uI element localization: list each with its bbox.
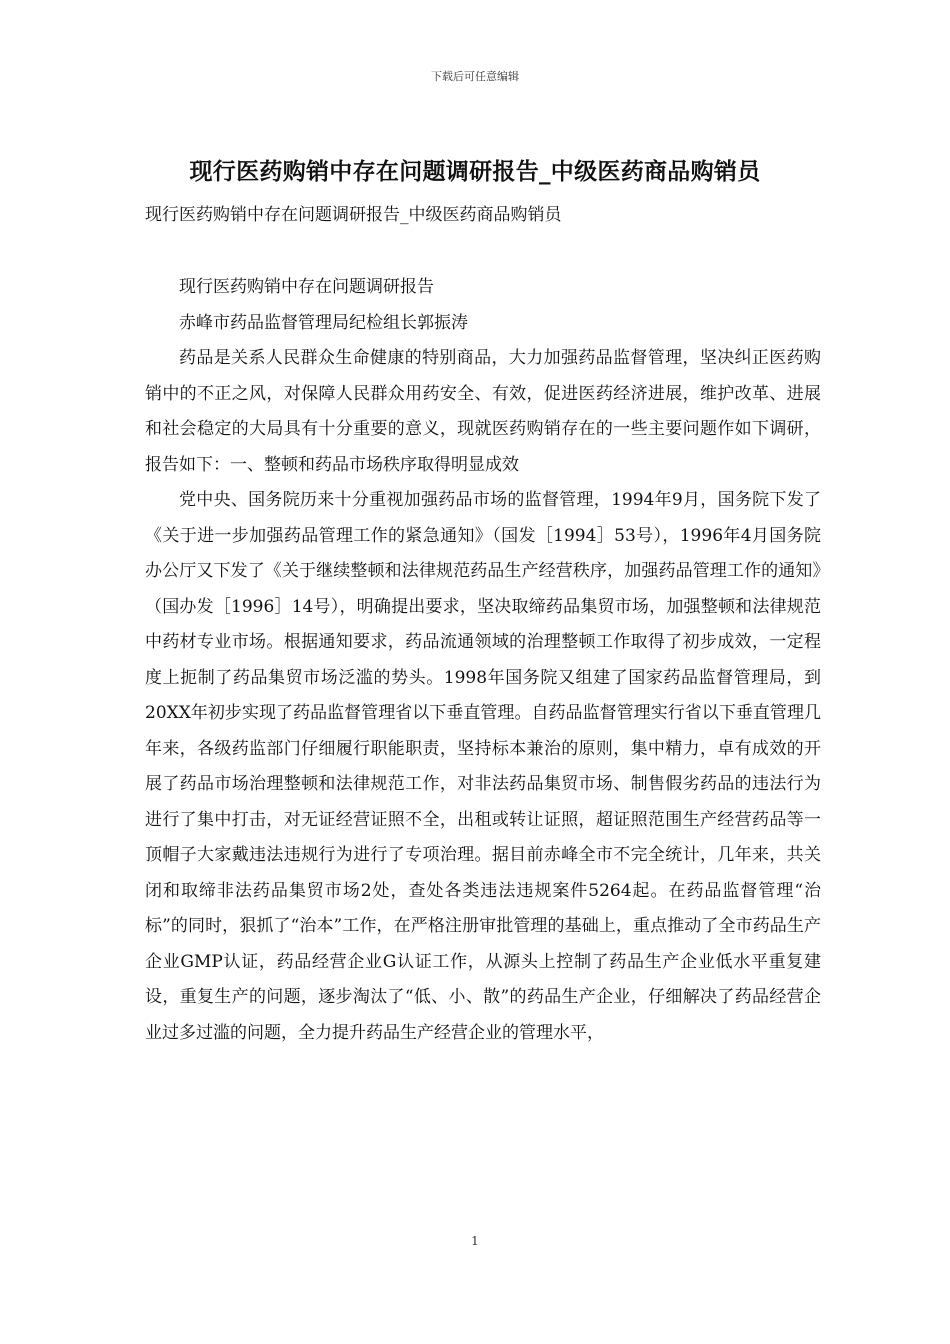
author-line: 赤峰市药品监督管理局纪检组长郭振涛 xyxy=(179,312,468,333)
document-subtitle: 现行医药购销中存在问题调研报告_中级医药商品购销员 xyxy=(145,205,562,225)
page-number: 1 xyxy=(471,1234,479,1248)
document-body xyxy=(145,270,821,1051)
report-heading: 现行医药购销中存在问题调研报告 xyxy=(179,277,434,297)
body-paragraph: 药品是关系人民群众生命健康的特别商品，大力加强药品监督管理，坚决纠正医药购销中的不正之风，对保障人民群众用药安全、有效，促进医药经济进展，维护改革、进展和社会稳定的大局具有十分重要的意义，现就医药购销存在的一些主要问题作如下调研，报告如下：一、整顿和药品市场秩序取得明显成效 xyxy=(145,348,821,475)
header-note: 下载后可任意编辑 xyxy=(431,70,519,83)
body-paragraph: 党中央、国务院历来十分重视加强药品市场的监督管理，1994年9月，国务院下发了《关于进一步加强药品管理工作的紧急通知》（国发［1994］53号），1996年4月国务院办公厅又下发了《关于继续整顿和法律规范药品生产经营秩序，加强药品管理工作的通知》（国办发［1996］14号），明确提出要求，坚决取缔药品集贸市场，加强整顿和法律规范中药材专业市场。根据通知要求，药品流通领域的治理整顿工作取得了初步成效，一定程度上扼制了药品集贸市场泛滥的势头。1998年国务院又组建了国家药品监督管理局，到20XX年初步实现了药品监督管理省以下垂直管理。自药品监督管理实行省以下垂直管理几年来，各级药监部门仔细履行职能职责，坚持标本兼治的原则，集中精力，卓有成效的开展了药品市场治理整顿和法律规范工作，对非法药品集贸市场、制售假劣药品的违法行为进行了集中打击，对无证经营证照不全，出租或转让证照，超证照范围生产经营药品等一顶帽子大家戴违法违规行为进行了专项治理。据目前赤峰全市不完全统计，几年来，共关闭和取缔非法药品集贸市场2处，查处各类违法违规案件5264起。在药品监督管理“治标”的同时，狠抓了“治本”工作，在严格注册审批管理的基础上，重点推动了全市药品生产企业GMP认证，药品经营企业G认证工作，从源头上控制了药品生产企业低水平重复建设，重复生产的问题，逐步淘汰了“低、小、散”的药品生产企业，仔细解决了药品经营企业过多过滥的问题，全力提升药品生产经营企业的管理水平， xyxy=(145,490,821,1043)
document-title: 现行医药购销中存在问题调研报告_中级医药商品购销员 xyxy=(189,158,761,185)
